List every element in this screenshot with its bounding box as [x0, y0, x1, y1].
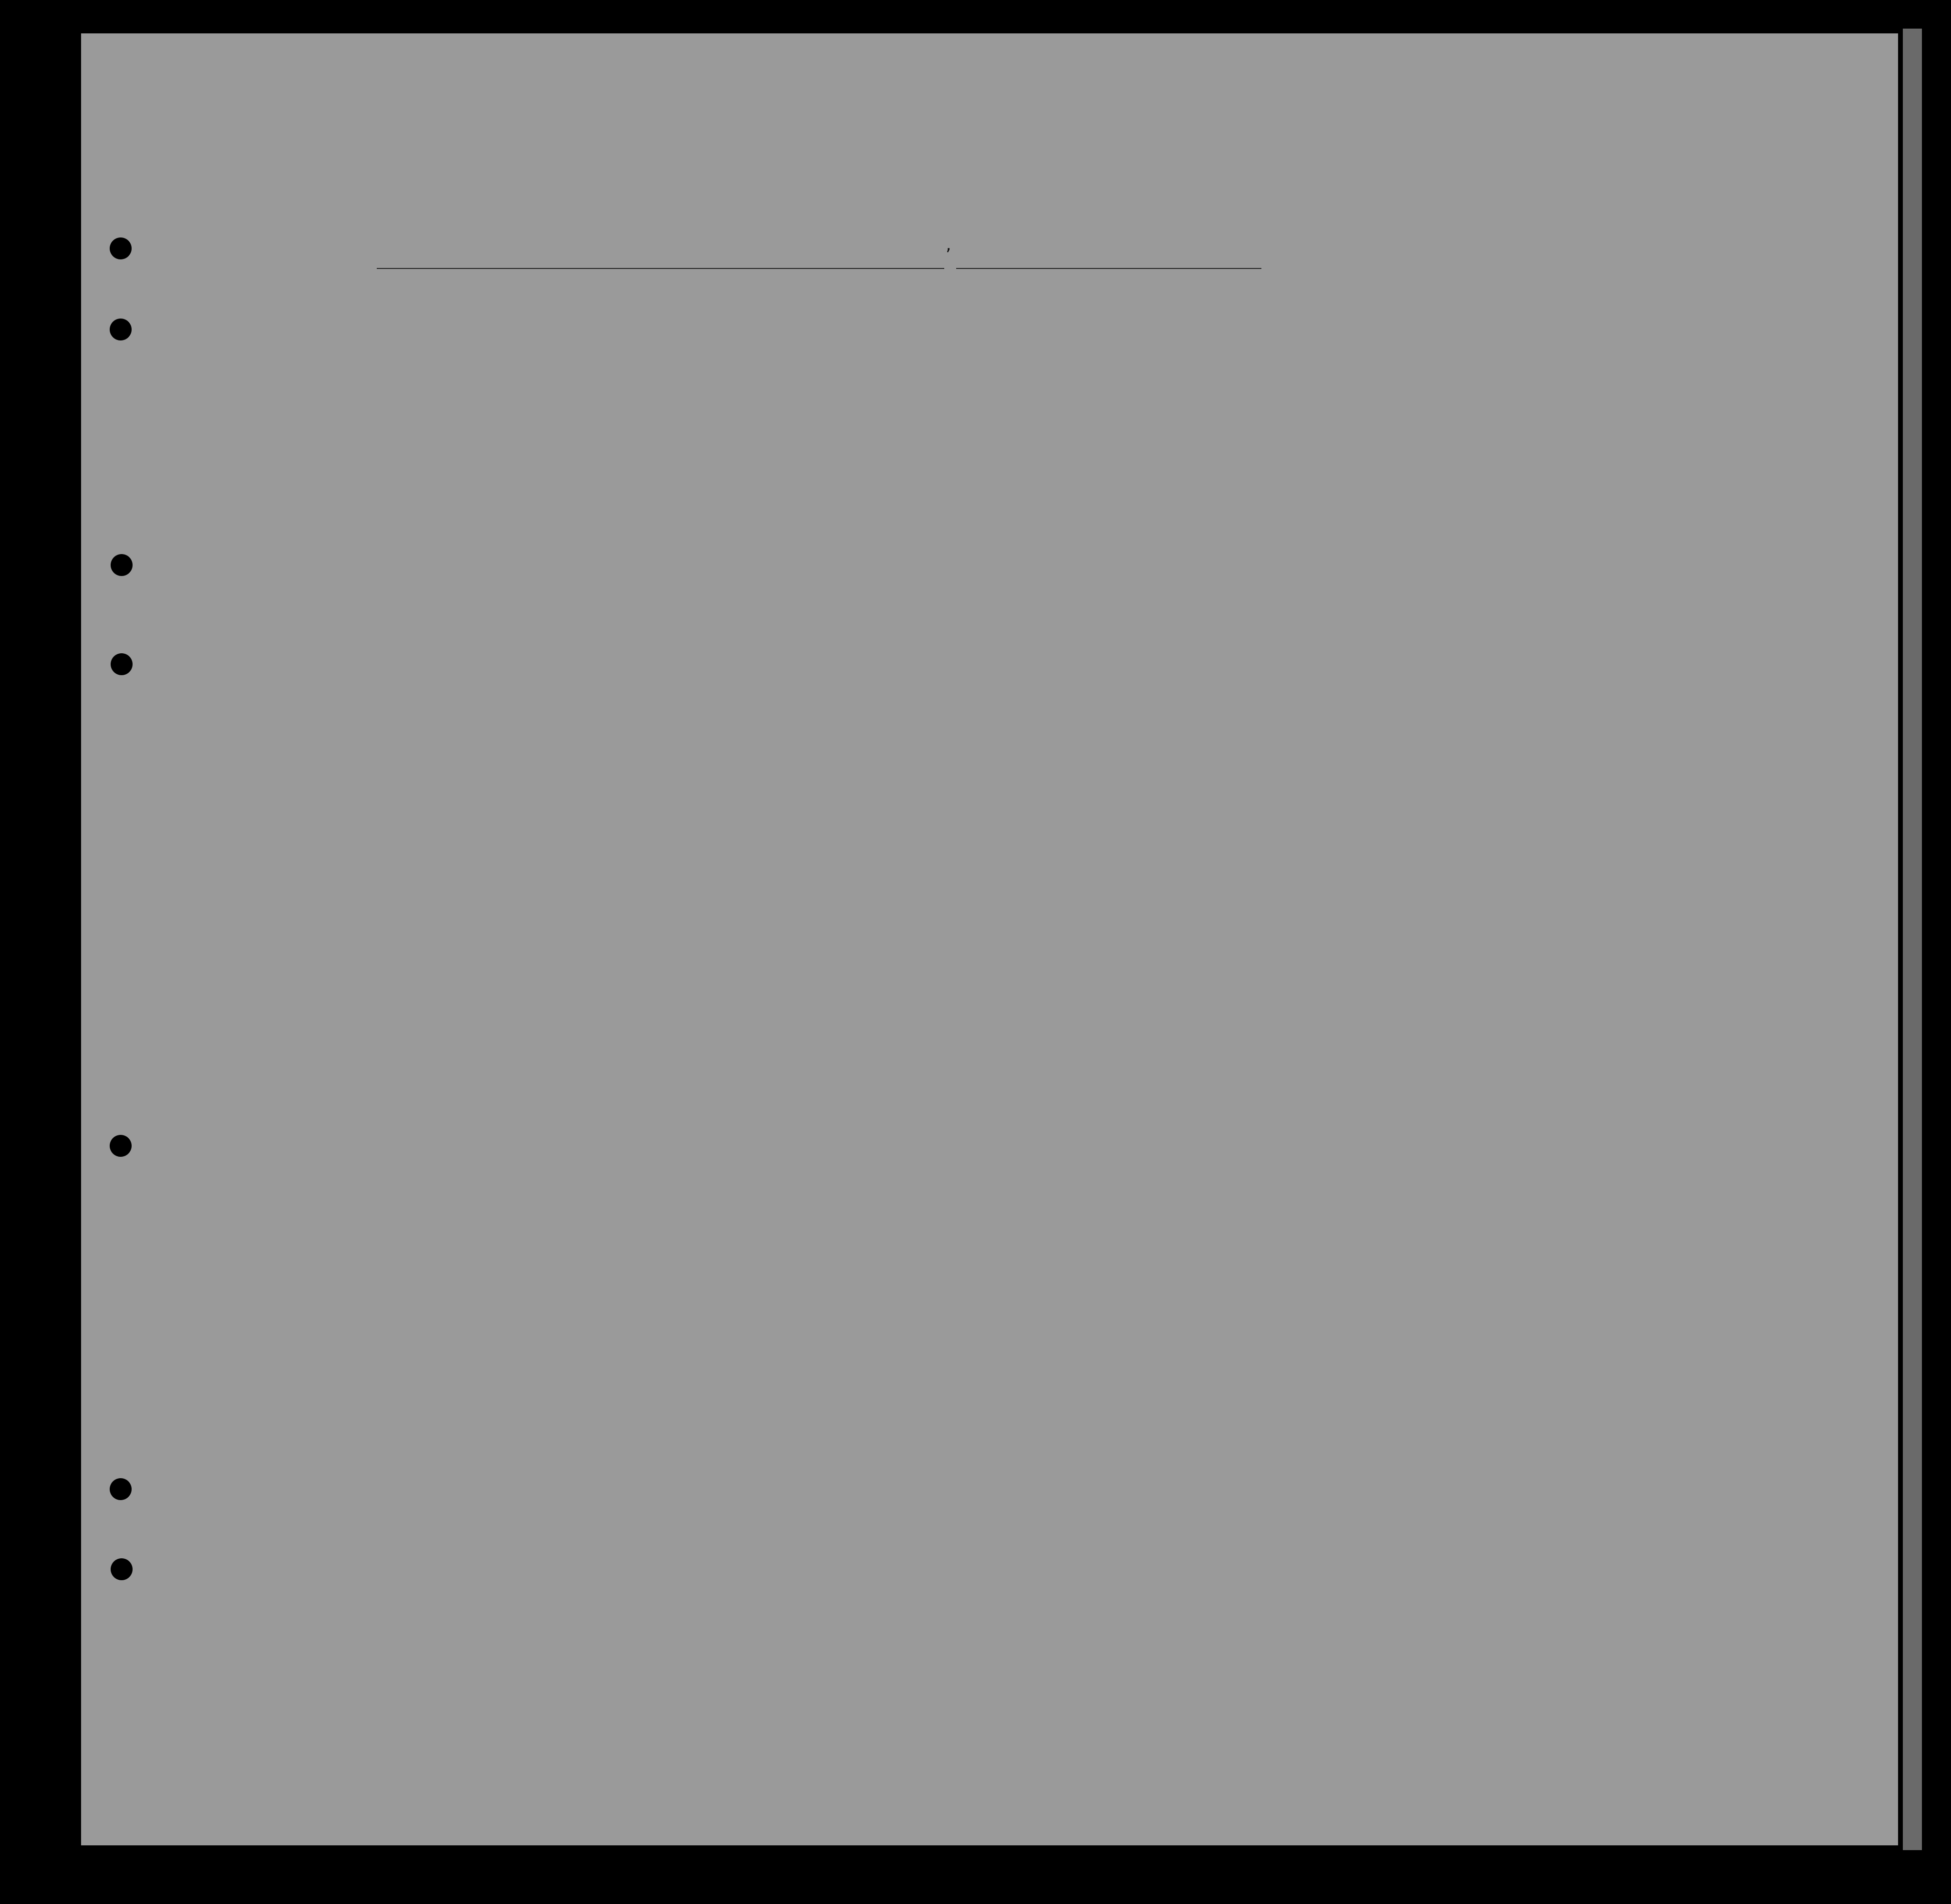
- punch-hole: [110, 237, 132, 259]
- punch-hole: [110, 319, 132, 340]
- underlying-sheet-edge: [1903, 29, 1922, 1850]
- punch-hole: [111, 554, 133, 576]
- punch-hole: [110, 1135, 132, 1157]
- punch-hole: [111, 653, 133, 675]
- table-grid: [81, 33, 1898, 1845]
- punch-hole: [111, 1558, 133, 1580]
- manifest-sheet: [81, 33, 1898, 1845]
- punch-hole: [110, 1478, 132, 1500]
- comma-1: ,: [944, 237, 959, 254]
